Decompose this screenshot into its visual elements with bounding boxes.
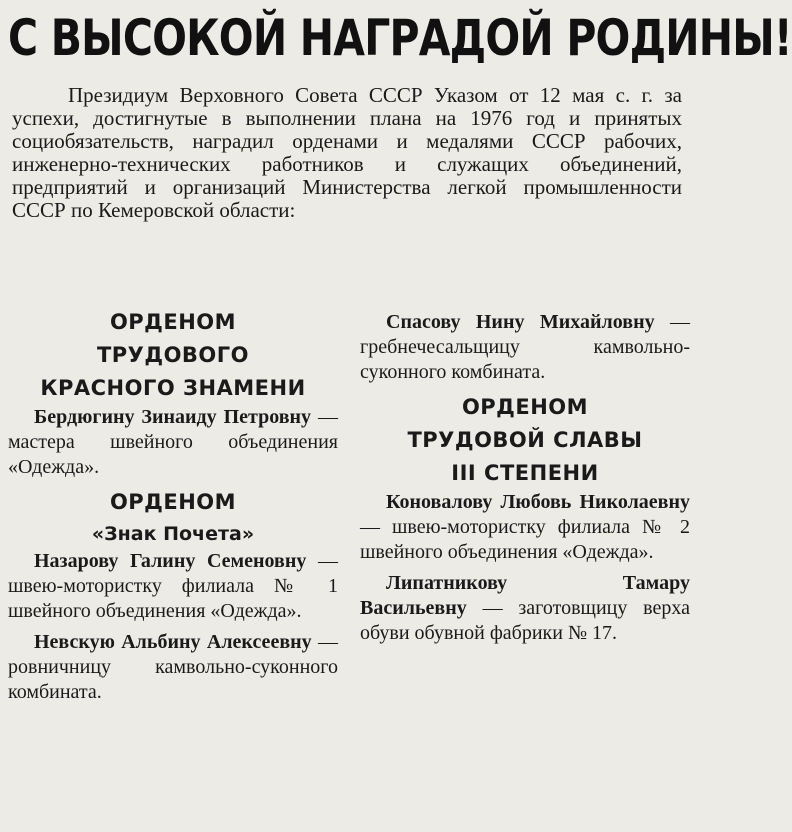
intro-paragraph: Президиум Верховного Совета СССР Указом от 12 мая с. г. за успехи, достигнутые в выполнении плана на 1976 год и принятых социобязательств, наградил орденами и медалями СССР рабочих, инженерно-технических работников и служащих объединений, предприятий и организаций Министерства легкой промышленности СССР по Кемеровской области: [12, 83, 682, 222]
recipient-description: —мастера швейного объединения «Одежда». [8, 406, 338, 478]
award-title-line: ОРДЕНОМ [109, 310, 237, 334]
recipient-name: Назарову Галину Семеновну [34, 550, 307, 572]
recipient-description: — гребнечесальщицу камвольно-суконного комбината. [360, 311, 690, 383]
recipient-description: — ровничницу камвольно-суконного комбината. [8, 631, 338, 703]
recipient-entry [8, 630, 338, 705]
right-column [360, 310, 690, 652]
award-title-line: ОРДЕНОМ [461, 395, 589, 419]
recipient-entry [360, 310, 690, 385]
recipient-entry [8, 405, 338, 480]
award-title-line: «Знак Почета» [91, 523, 255, 545]
left-column [8, 306, 338, 711]
award-title-line: КРАСНОГО ЗНАМЕНИ [40, 376, 306, 400]
recipient-description: — заготовщицу верха обуви обувной фабрики № 17. [360, 597, 690, 644]
recipient-entry [360, 571, 690, 646]
recipient-name: Невскую Альбину Алексеевну [34, 631, 312, 653]
recipient-description: — швею-мотористку филиала № 1 швейного объединения «Одежда». [8, 550, 338, 622]
award-title-line: ТРУДОВОГО [96, 343, 250, 367]
award-title-line: ОРДЕНОМ [109, 490, 237, 514]
recipient-entry [8, 549, 338, 624]
recipient-name: Бердюгину Зинаиду Петровну [34, 406, 312, 428]
recipient-name: Липатникову Тамару Васильевну [360, 572, 690, 619]
recipient-description: — швею-мотористку филиала № 2 швейного объединения «Одежда». [360, 516, 690, 563]
award-title-line: III СТЕПЕНИ [451, 461, 599, 485]
recipient-name: Коновалову Любовь Николаевну [386, 491, 690, 513]
recipient-name: Спасову Нину Михайловну [386, 311, 655, 333]
recipient-entry [360, 490, 690, 565]
headline: С ВЫСОКОЙ НАГРАДОЙ РОДИНЫ! [8, 9, 792, 67]
award-title-line: ТРУДОВОЙ СЛАВЫ [407, 428, 643, 452]
